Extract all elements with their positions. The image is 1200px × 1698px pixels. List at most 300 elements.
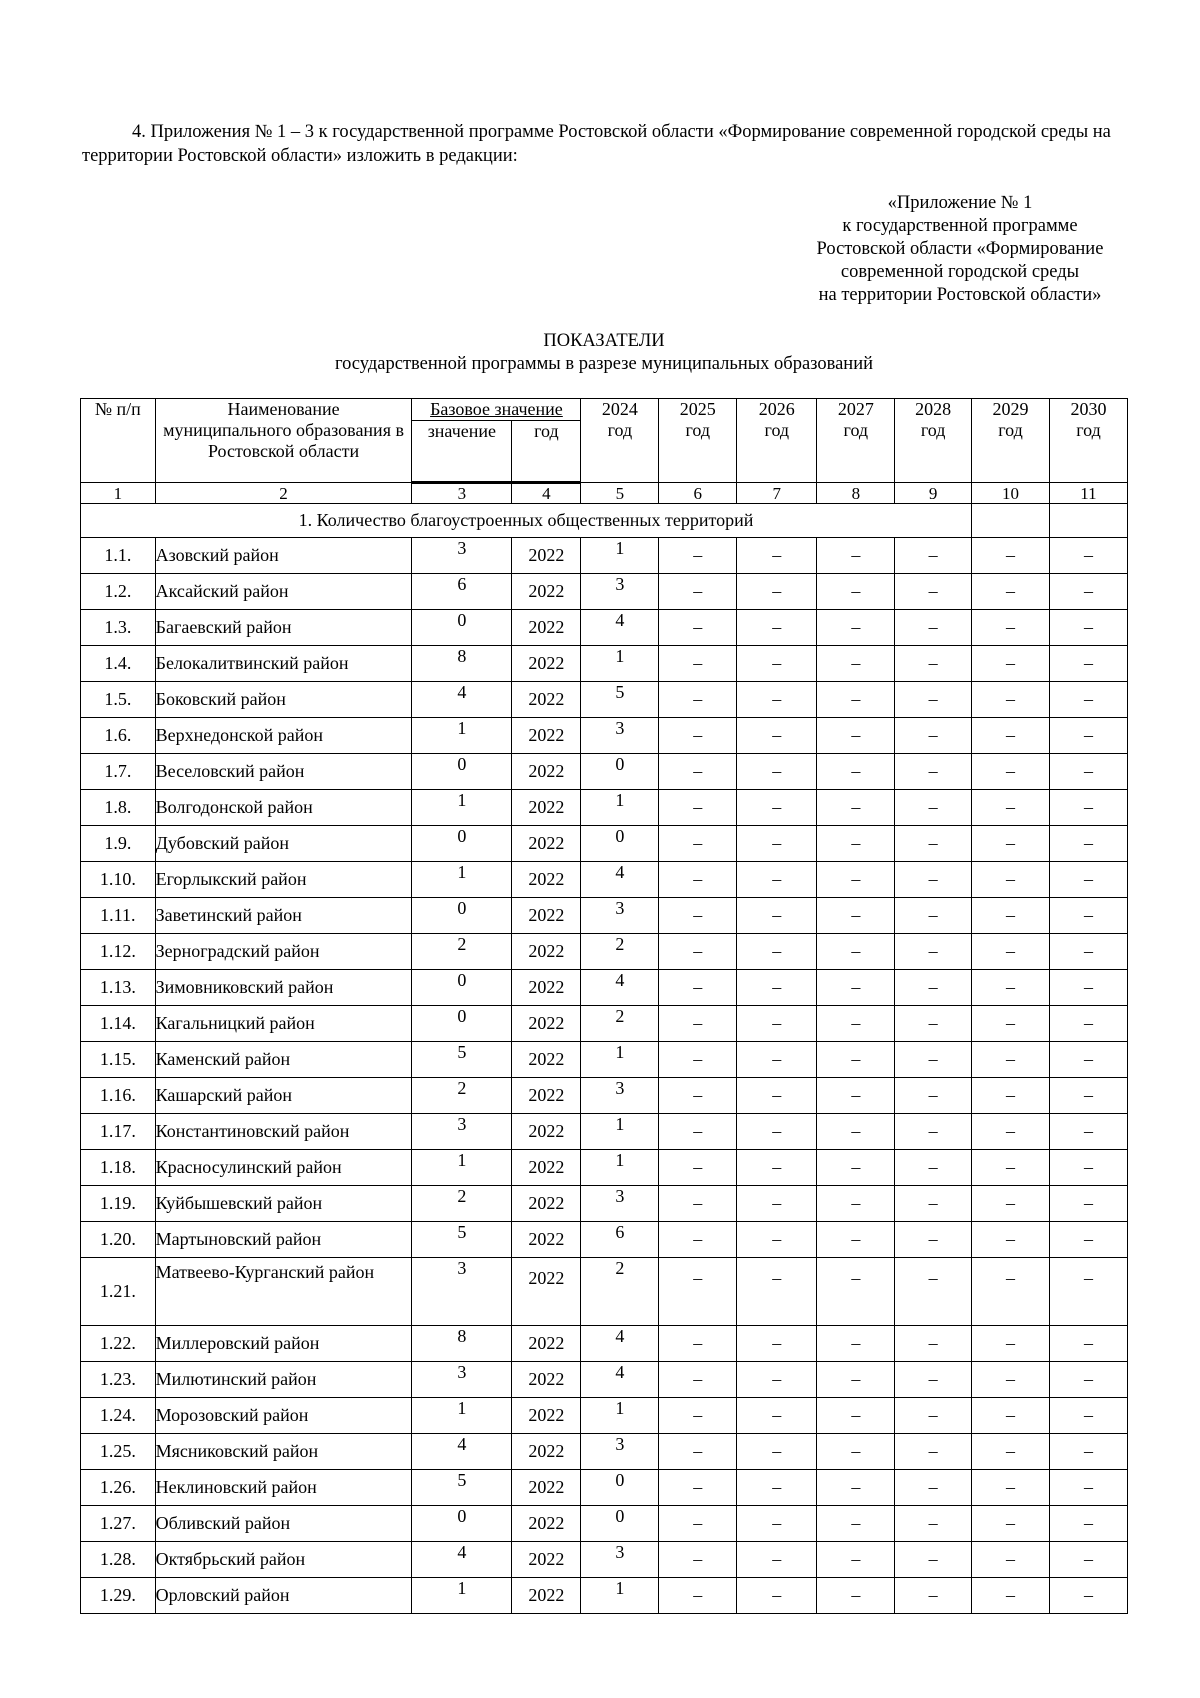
row-dash-cell: – xyxy=(659,682,737,718)
header-year-unit: год xyxy=(843,420,869,440)
table-row xyxy=(81,898,1128,934)
table-row xyxy=(81,1434,1128,1470)
row-dash-cell: – xyxy=(659,1362,737,1398)
section-row xyxy=(81,504,1128,538)
section-empty-cell xyxy=(972,504,1050,538)
row-base-value: 5 xyxy=(412,1042,512,1078)
row-dash-cell: – xyxy=(817,862,895,898)
row-dash-cell: – xyxy=(817,826,895,862)
row-dash-cell: – xyxy=(817,898,895,934)
row-dash-cell: – xyxy=(1049,646,1127,682)
row-dash-cell: – xyxy=(972,970,1050,1006)
row-number: 1.11. xyxy=(81,898,156,934)
row-dash-cell: – xyxy=(1049,1542,1127,1578)
appendix-line: к государственной программе xyxy=(842,216,1078,236)
row-number: 1.5. xyxy=(81,682,156,718)
row-dash-cell: – xyxy=(1049,1258,1127,1326)
row-dash-cell: – xyxy=(817,1114,895,1150)
column-number: 7 xyxy=(737,483,817,504)
header-year-2026 xyxy=(737,399,817,483)
row-municipality: Мясниковский район xyxy=(155,1434,412,1470)
row-base-value: 4 xyxy=(412,682,512,718)
row-dash-cell: – xyxy=(659,754,737,790)
row-dash-cell: – xyxy=(1049,574,1127,610)
row-municipality: Миллеровский район xyxy=(155,1326,412,1362)
row-base-year: 2022 xyxy=(512,754,581,790)
row-base-value: 1 xyxy=(412,862,512,898)
row-dash-cell: – xyxy=(972,1326,1050,1362)
row-dash-cell: – xyxy=(1049,1222,1127,1258)
row-value-2024: 0 xyxy=(581,826,659,862)
row-dash-cell: – xyxy=(972,1362,1050,1398)
row-dash-cell: – xyxy=(737,1006,817,1042)
row-base-value: 3 xyxy=(412,1362,512,1398)
row-dash-cell: – xyxy=(659,826,737,862)
row-base-year: 2022 xyxy=(512,1542,581,1578)
column-number: 2 xyxy=(155,483,412,504)
table-row xyxy=(81,1150,1128,1186)
row-base-year: 2022 xyxy=(512,862,581,898)
row-value-2024: 1 xyxy=(581,1150,659,1186)
row-dash-cell: – xyxy=(737,610,817,646)
row-dash-cell: – xyxy=(659,646,737,682)
row-dash-cell: – xyxy=(659,1042,737,1078)
row-base-year: 2022 xyxy=(512,826,581,862)
row-dash-cell: – xyxy=(737,682,817,718)
row-dash-cell: – xyxy=(1049,934,1127,970)
column-number: 1 xyxy=(81,483,156,504)
row-municipality: Волгодонской район xyxy=(155,790,412,826)
row-dash-cell: – xyxy=(1049,970,1127,1006)
column-number: 5 xyxy=(581,483,659,504)
row-dash-cell: – xyxy=(737,790,817,826)
row-dash-cell: – xyxy=(737,970,817,1006)
row-dash-cell: – xyxy=(895,1470,972,1506)
row-value-2024: 1 xyxy=(581,1398,659,1434)
row-base-year: 2022 xyxy=(512,1186,581,1222)
row-value-2024: 3 xyxy=(581,1434,659,1470)
row-dash-cell: – xyxy=(895,754,972,790)
row-dash-cell: – xyxy=(895,1222,972,1258)
column-number: 3 xyxy=(412,483,512,504)
row-number: 1.2. xyxy=(81,574,156,610)
row-dash-cell: – xyxy=(659,1398,737,1434)
row-number: 1.6. xyxy=(81,718,156,754)
row-base-year: 2022 xyxy=(512,1362,581,1398)
row-value-2024: 4 xyxy=(581,862,659,898)
row-number: 1.3. xyxy=(81,610,156,646)
table-row xyxy=(81,970,1128,1006)
row-base-year: 2022 xyxy=(512,934,581,970)
header-year-value: 2026 xyxy=(758,399,795,419)
table-row xyxy=(81,610,1128,646)
row-dash-cell: – xyxy=(817,1150,895,1186)
row-base-year: 2022 xyxy=(512,898,581,934)
row-dash-cell: – xyxy=(972,1006,1050,1042)
row-dash-cell: – xyxy=(972,538,1050,574)
row-number: 1.18. xyxy=(81,1150,156,1186)
table-row xyxy=(81,1006,1128,1042)
row-municipality: Белокалитвинский район xyxy=(155,646,412,682)
row-dash-cell: – xyxy=(817,682,895,718)
row-base-value: 0 xyxy=(412,826,512,862)
row-dash-cell: – xyxy=(659,538,737,574)
row-dash-cell: – xyxy=(737,718,817,754)
row-dash-cell: – xyxy=(895,1362,972,1398)
row-dash-cell: – xyxy=(1049,1470,1127,1506)
table-row xyxy=(81,718,1128,754)
row-dash-cell: – xyxy=(1049,1434,1127,1470)
row-dash-cell: – xyxy=(737,538,817,574)
table-row xyxy=(81,682,1128,718)
row-value-2024: 4 xyxy=(581,970,659,1006)
row-base-value: 0 xyxy=(412,754,512,790)
column-number: 4 xyxy=(512,483,581,504)
row-dash-cell: – xyxy=(659,1470,737,1506)
row-base-year: 2022 xyxy=(512,682,581,718)
row-base-year: 2022 xyxy=(512,1150,581,1186)
row-dash-cell: – xyxy=(737,862,817,898)
column-number-row xyxy=(81,483,1128,504)
row-dash-cell: – xyxy=(972,1470,1050,1506)
row-dash-cell: – xyxy=(972,1042,1050,1078)
row-base-year: 2022 xyxy=(512,574,581,610)
section-empty-cell xyxy=(1049,504,1127,538)
row-dash-cell: – xyxy=(895,1326,972,1362)
row-dash-cell: – xyxy=(817,1222,895,1258)
row-value-2024: 0 xyxy=(581,1470,659,1506)
row-dash-cell: – xyxy=(659,1006,737,1042)
row-dash-cell: – xyxy=(737,1078,817,1114)
row-dash-cell: – xyxy=(1049,1578,1127,1614)
row-dash-cell: – xyxy=(895,898,972,934)
row-base-year: 2022 xyxy=(512,1258,581,1326)
row-base-year: 2022 xyxy=(512,646,581,682)
row-value-2024: 3 xyxy=(581,718,659,754)
row-number: 1.10. xyxy=(81,862,156,898)
row-municipality: Аксайский район xyxy=(155,574,412,610)
row-base-year: 2022 xyxy=(512,1222,581,1258)
table-row xyxy=(81,1578,1128,1614)
row-base-year: 2022 xyxy=(512,1326,581,1362)
table-row xyxy=(81,646,1128,682)
row-value-2024: 0 xyxy=(581,1506,659,1542)
row-dash-cell: – xyxy=(1049,754,1127,790)
row-number: 1.28. xyxy=(81,1542,156,1578)
row-dash-cell: – xyxy=(1049,1506,1127,1542)
row-base-year: 2022 xyxy=(512,1506,581,1542)
header-year-unit: год xyxy=(607,420,633,440)
row-municipality: Константиновский район xyxy=(155,1114,412,1150)
row-dash-cell: – xyxy=(817,1542,895,1578)
row-base-year: 2022 xyxy=(512,1434,581,1470)
header-base-group xyxy=(412,399,581,421)
table-row xyxy=(81,1078,1128,1114)
table-row xyxy=(81,862,1128,898)
row-number: 1.14. xyxy=(81,1006,156,1042)
row-dash-cell: – xyxy=(1049,1150,1127,1186)
row-dash-cell: – xyxy=(659,1258,737,1326)
row-dash-cell: – xyxy=(895,1078,972,1114)
row-municipality: Красносулинский район xyxy=(155,1150,412,1186)
row-dash-cell: – xyxy=(895,538,972,574)
table-row xyxy=(81,1470,1128,1506)
row-number: 1.26. xyxy=(81,1470,156,1506)
row-dash-cell: – xyxy=(659,1150,737,1186)
row-base-value: 3 xyxy=(412,1114,512,1150)
table-row xyxy=(81,1258,1128,1326)
row-dash-cell: – xyxy=(817,790,895,826)
row-base-value: 2 xyxy=(412,1078,512,1114)
row-municipality: Боковский район xyxy=(155,682,412,718)
header-year-2030 xyxy=(1049,399,1127,483)
row-number: 1.20. xyxy=(81,1222,156,1258)
row-municipality: Багаевский район xyxy=(155,610,412,646)
row-municipality: Куйбышевский район xyxy=(155,1186,412,1222)
row-dash-cell: – xyxy=(972,826,1050,862)
row-value-2024: 4 xyxy=(581,610,659,646)
row-value-2024: 0 xyxy=(581,754,659,790)
row-dash-cell: – xyxy=(895,1434,972,1470)
row-dash-cell: – xyxy=(895,646,972,682)
row-number: 1.4. xyxy=(81,646,156,682)
row-dash-cell: – xyxy=(895,1258,972,1326)
header-year-unit: год xyxy=(764,420,790,440)
row-municipality: Морозовский район xyxy=(155,1398,412,1434)
row-base-value: 1 xyxy=(412,1398,512,1434)
row-dash-cell: – xyxy=(737,1326,817,1362)
table-header-row xyxy=(81,399,1128,421)
row-base-year: 2022 xyxy=(512,1114,581,1150)
header-year-unit: год xyxy=(920,420,946,440)
row-municipality: Матвеево-Курганский район xyxy=(155,1258,412,1326)
row-dash-cell: – xyxy=(659,1326,737,1362)
row-base-year: 2022 xyxy=(512,970,581,1006)
row-dash-cell: – xyxy=(817,1578,895,1614)
row-dash-cell: – xyxy=(1049,1326,1127,1362)
table-row xyxy=(81,790,1128,826)
row-dash-cell: – xyxy=(972,1222,1050,1258)
row-base-year: 2022 xyxy=(512,610,581,646)
table-row xyxy=(81,1186,1128,1222)
row-municipality: Мартыновский район xyxy=(155,1222,412,1258)
table-row xyxy=(81,826,1128,862)
row-number: 1.29. xyxy=(81,1578,156,1614)
table-row xyxy=(81,1042,1128,1078)
row-dash-cell: – xyxy=(737,1506,817,1542)
row-dash-cell: – xyxy=(737,934,817,970)
row-dash-cell: – xyxy=(895,1150,972,1186)
row-dash-cell: – xyxy=(895,1186,972,1222)
row-number: 1.13. xyxy=(81,970,156,1006)
row-dash-cell: – xyxy=(895,574,972,610)
row-base-value: 8 xyxy=(412,1326,512,1362)
column-number: 11 xyxy=(1049,483,1127,504)
row-dash-cell: – xyxy=(1049,1006,1127,1042)
row-dash-cell: – xyxy=(659,610,737,646)
row-dash-cell: – xyxy=(1049,862,1127,898)
row-municipality: Зерноградский район xyxy=(155,934,412,970)
row-dash-cell: – xyxy=(895,1114,972,1150)
row-dash-cell: – xyxy=(817,1470,895,1506)
row-dash-cell: – xyxy=(817,574,895,610)
row-dash-cell: – xyxy=(659,934,737,970)
header-year-2029 xyxy=(972,399,1050,483)
row-municipality: Азовский район xyxy=(155,538,412,574)
row-value-2024: 6 xyxy=(581,1222,659,1258)
row-base-year: 2022 xyxy=(512,1398,581,1434)
row-municipality: Заветинский район xyxy=(155,898,412,934)
row-dash-cell: – xyxy=(972,646,1050,682)
row-dash-cell: – xyxy=(972,1114,1050,1150)
row-dash-cell: – xyxy=(659,1542,737,1578)
row-dash-cell: – xyxy=(737,1042,817,1078)
row-value-2024: 1 xyxy=(581,538,659,574)
row-dash-cell: – xyxy=(817,754,895,790)
table-row xyxy=(81,574,1128,610)
row-base-year: 2022 xyxy=(512,1078,581,1114)
row-dash-cell: – xyxy=(659,1186,737,1222)
row-dash-cell: – xyxy=(895,1578,972,1614)
row-value-2024: 2 xyxy=(581,1006,659,1042)
row-dash-cell: – xyxy=(817,646,895,682)
row-dash-cell: – xyxy=(1049,1042,1127,1078)
row-dash-cell: – xyxy=(817,538,895,574)
header-base-group-label: Базовое значение xyxy=(430,399,563,419)
row-dash-cell: – xyxy=(1049,826,1127,862)
row-dash-cell: – xyxy=(1049,1398,1127,1434)
row-dash-cell: – xyxy=(1049,718,1127,754)
row-dash-cell: – xyxy=(737,826,817,862)
row-base-year: 2022 xyxy=(512,1006,581,1042)
row-dash-cell: – xyxy=(895,970,972,1006)
indicators-table xyxy=(80,398,1128,1614)
header-year-unit: год xyxy=(998,420,1023,440)
table-row xyxy=(81,1506,1128,1542)
row-dash-cell: – xyxy=(817,1362,895,1398)
table-row xyxy=(81,1114,1128,1150)
header-year-2028 xyxy=(895,399,972,483)
row-number: 1.9. xyxy=(81,826,156,862)
row-base-year: 2022 xyxy=(512,538,581,574)
row-municipality: Зимовниковский район xyxy=(155,970,412,1006)
row-dash-cell: – xyxy=(972,610,1050,646)
row-dash-cell: – xyxy=(817,1078,895,1114)
row-base-value: 0 xyxy=(412,898,512,934)
row-dash-cell: – xyxy=(659,718,737,754)
row-base-value: 2 xyxy=(412,1186,512,1222)
row-value-2024: 4 xyxy=(581,1362,659,1398)
row-number: 1.15. xyxy=(81,1042,156,1078)
row-dash-cell: – xyxy=(817,1186,895,1222)
row-dash-cell: – xyxy=(1049,1186,1127,1222)
row-dash-cell: – xyxy=(1049,790,1127,826)
row-number: 1.8. xyxy=(81,790,156,826)
row-dash-cell: – xyxy=(817,934,895,970)
table-row xyxy=(81,1326,1128,1362)
row-value-2024: 1 xyxy=(581,1042,659,1078)
row-base-value: 0 xyxy=(412,610,512,646)
row-dash-cell: – xyxy=(1049,1078,1127,1114)
row-number: 1.1. xyxy=(81,538,156,574)
row-dash-cell: – xyxy=(817,1258,895,1326)
header-year-value: 2028 xyxy=(915,399,952,419)
row-dash-cell: – xyxy=(972,1150,1050,1186)
header-year-2025 xyxy=(659,399,737,483)
row-base-value: 4 xyxy=(412,1434,512,1470)
row-base-year: 2022 xyxy=(512,1470,581,1506)
row-dash-cell: – xyxy=(895,826,972,862)
header-year-unit: год xyxy=(1076,420,1101,440)
row-dash-cell: – xyxy=(737,1186,817,1222)
row-dash-cell: – xyxy=(895,934,972,970)
column-number: 6 xyxy=(659,483,737,504)
row-municipality: Дубовский район xyxy=(155,826,412,862)
row-dash-cell: – xyxy=(659,1222,737,1258)
row-dash-cell: – xyxy=(972,718,1050,754)
heading-subtitle: государственной программы в разрезе муниципальных образований xyxy=(334,354,874,374)
row-value-2024: 2 xyxy=(581,934,659,970)
row-dash-cell: – xyxy=(972,898,1050,934)
row-municipality: Орловский район xyxy=(155,1578,412,1614)
row-dash-cell: – xyxy=(895,718,972,754)
row-dash-cell: – xyxy=(1049,682,1127,718)
table-row xyxy=(81,1362,1128,1398)
row-number: 1.21. xyxy=(81,1258,156,1326)
table-row xyxy=(81,934,1128,970)
row-dash-cell: – xyxy=(972,1258,1050,1326)
row-municipality: Неклиновский район xyxy=(155,1470,412,1506)
row-value-2024: 1 xyxy=(581,1114,659,1150)
appendix-reference xyxy=(790,192,1130,307)
row-dash-cell: – xyxy=(895,790,972,826)
row-number: 1.12. xyxy=(81,934,156,970)
row-base-value: 5 xyxy=(412,1222,512,1258)
row-dash-cell: – xyxy=(817,718,895,754)
row-dash-cell: – xyxy=(659,1578,737,1614)
row-municipality: Октябрьский район xyxy=(155,1542,412,1578)
row-dash-cell: – xyxy=(972,754,1050,790)
intro-paragraph: 4. Приложения № 1 – 3 к государственной программе Ростовской области «Формирование современной городской среды на территории Ростовской области» изложить в редакции: xyxy=(82,122,1111,166)
row-dash-cell: – xyxy=(972,1186,1050,1222)
row-municipality: Милютинский район xyxy=(155,1362,412,1398)
row-dash-cell: – xyxy=(972,934,1050,970)
header-base-value: значение xyxy=(412,421,512,483)
row-dash-cell: – xyxy=(659,862,737,898)
row-dash-cell: – xyxy=(659,970,737,1006)
header-year-2024 xyxy=(581,399,659,483)
column-number: 10 xyxy=(972,483,1050,504)
table-row xyxy=(81,1398,1128,1434)
row-dash-cell: – xyxy=(972,790,1050,826)
table-row xyxy=(81,1222,1128,1258)
row-dash-cell: – xyxy=(659,898,737,934)
row-dash-cell: – xyxy=(972,682,1050,718)
row-base-value: 0 xyxy=(412,1006,512,1042)
row-dash-cell: – xyxy=(895,1042,972,1078)
row-dash-cell: – xyxy=(737,754,817,790)
row-base-value: 6 xyxy=(412,574,512,610)
row-municipality: Веселовский район xyxy=(155,754,412,790)
row-dash-cell: – xyxy=(972,862,1050,898)
row-dash-cell: – xyxy=(737,1398,817,1434)
row-value-2024: 1 xyxy=(581,1578,659,1614)
header-year-value: 2030 xyxy=(1070,399,1107,419)
row-number: 1.25. xyxy=(81,1434,156,1470)
row-dash-cell: – xyxy=(659,574,737,610)
row-base-value: 5 xyxy=(412,1470,512,1506)
row-dash-cell: – xyxy=(737,1114,817,1150)
